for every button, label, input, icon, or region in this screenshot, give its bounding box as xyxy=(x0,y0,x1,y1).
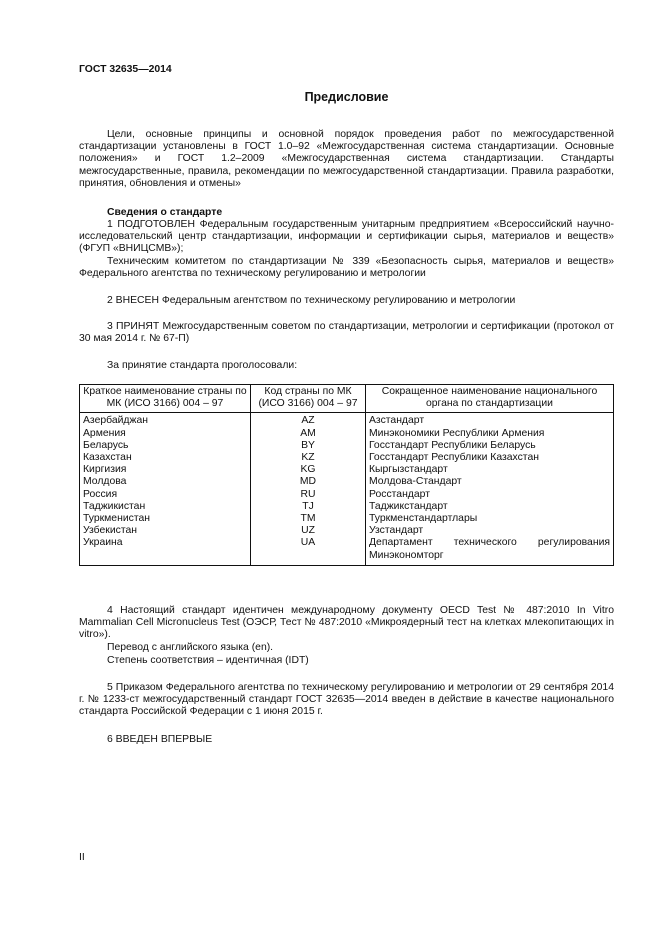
cell-code: KZ xyxy=(251,452,366,464)
cell-country: Армения xyxy=(80,428,251,440)
cell-code: AM xyxy=(251,428,366,440)
item-4-conformity: Степень соответствия – идентичная (IDT) xyxy=(107,655,309,666)
cell-code: RU xyxy=(251,489,366,501)
cell-body: Минэкономики Республики Армения xyxy=(366,428,614,440)
cell-country: Беларусь xyxy=(80,440,251,452)
cell-code: KG xyxy=(251,464,366,476)
cell-code: MD xyxy=(251,476,366,488)
item-6: 6 ВВЕДЕН ВПЕРВЫЕ xyxy=(107,734,213,745)
table-row xyxy=(80,513,614,525)
document-id: ГОСТ 32635—2014 xyxy=(79,64,172,75)
cell-body: Молдова-Стандарт xyxy=(366,476,614,488)
cell-country: Молдова xyxy=(80,476,251,488)
cell-body: Азстандарт xyxy=(366,413,614,428)
cell-body: Росстандарт xyxy=(366,489,614,501)
cell-country: Украина xyxy=(80,537,251,565)
cell-code: UA xyxy=(251,537,366,565)
cell-body: Департамент технического регулирования Минэкономторг xyxy=(366,537,614,565)
table-row xyxy=(80,501,614,513)
page-title: Предисловие xyxy=(304,90,389,104)
table-row xyxy=(80,452,614,464)
item-2: 2 ВНЕСЕН Федеральным агентством по техническому регулированию и метрологии xyxy=(107,295,516,306)
cell-country: Россия xyxy=(80,489,251,501)
table-row xyxy=(80,476,614,488)
cell-body: Узстандарт xyxy=(366,525,614,537)
cell-code: BY xyxy=(251,440,366,452)
cell-code: AZ xyxy=(251,413,366,428)
item-4: 4 Настоящий стандарт идентичен международному документу OECD Test № 487:2010 In Vitro Mammalian Cell Micronucleus Test (ОЭСР, Тест № 487:2010 «Микроядерный тест на клетках млекопитающих in vitro»). xyxy=(79,605,614,641)
cell-country: Узбекистан xyxy=(80,525,251,537)
table-row xyxy=(80,440,614,452)
item-4-translation: Перевод с английского языка (en). xyxy=(107,642,274,653)
table-row xyxy=(80,537,614,565)
cell-body: Госстандарт Республики Беларусь xyxy=(366,440,614,452)
item-3: 3 ПРИНЯТ Межгосударственным советом по стандартизации, метрологии и сертификации (протокол от 30 мая 2014 г. № 67-П) xyxy=(79,321,614,345)
voted-label: За принятие стандарта проголосовали: xyxy=(107,360,298,371)
col-header-body: Сокращенное наименование национального органа по стандартизации xyxy=(366,385,614,413)
cell-body: Кыргызстандарт xyxy=(366,464,614,476)
page-number: II xyxy=(79,852,85,863)
table-row xyxy=(80,428,614,440)
table-row xyxy=(80,413,614,428)
table-row xyxy=(80,489,614,501)
cell-code: TJ xyxy=(251,501,366,513)
cell-country: Таджикистан xyxy=(80,501,251,513)
item-1: 1 ПОДГОТОВЛЕН Федеральным государственным унитарным предприятием «Всероссийский научно-исследовательский центр стандартизации, информации и сертификации сырья, материалов и веществ» (ФГУП «ВНИЦСМВ»); xyxy=(79,219,614,255)
cell-code: UZ xyxy=(251,525,366,537)
item-1-committee: Техническим комитетом по стандартизации № 339 «Безопасность сырья, материалов и веществ» Федерального агентства по техническому регулированию и метрологии xyxy=(79,256,614,280)
info-heading: Сведения о стандарте xyxy=(107,207,223,218)
cell-country: Киргизия xyxy=(80,464,251,476)
cell-country: Туркменистан xyxy=(80,513,251,525)
cell-country: Азербайджан xyxy=(80,413,251,428)
col-header-country: Краткое наименование страны по МК (ИСО 3166) 004 – 97 xyxy=(80,385,251,413)
cell-country: Казахстан xyxy=(80,452,251,464)
voting-table xyxy=(79,384,614,566)
table-row xyxy=(80,525,614,537)
cell-body: Госстандарт Республики Казахстан xyxy=(366,452,614,464)
item-5: 5 Приказом Федерального агентства по техническому регулированию и метрологии от 29 сентября 2014 г. № 1233-ст межгосударственный стандарт ГОСТ 32635—2014 введен в действие в качестве национального стандарта Российской Федерации с 1 июня 2015 г. xyxy=(79,682,614,718)
cell-body: Таджикстандарт xyxy=(366,501,614,513)
cell-code: TM xyxy=(251,513,366,525)
intro-paragraph: Цели, основные принципы и основной порядок проведения работ по межгосударственной стандартизации установлены в ГОСТ 1.0–92 «Межгосударственная система стандартизации. Основные положения» и ГОСТ 1.2–2009 «Межгосударственная система стандартизации. Стандарты межгосударственные, правила, рекомендации по межгосударственной стандартизации. Правила разработки, принятия, обновления и отмены» xyxy=(79,129,614,189)
table-row xyxy=(80,464,614,476)
col-header-code: Код страны по МК (ИСО 3166) 004 – 97 xyxy=(251,385,366,413)
cell-body: Туркменстандартлары xyxy=(366,513,614,525)
